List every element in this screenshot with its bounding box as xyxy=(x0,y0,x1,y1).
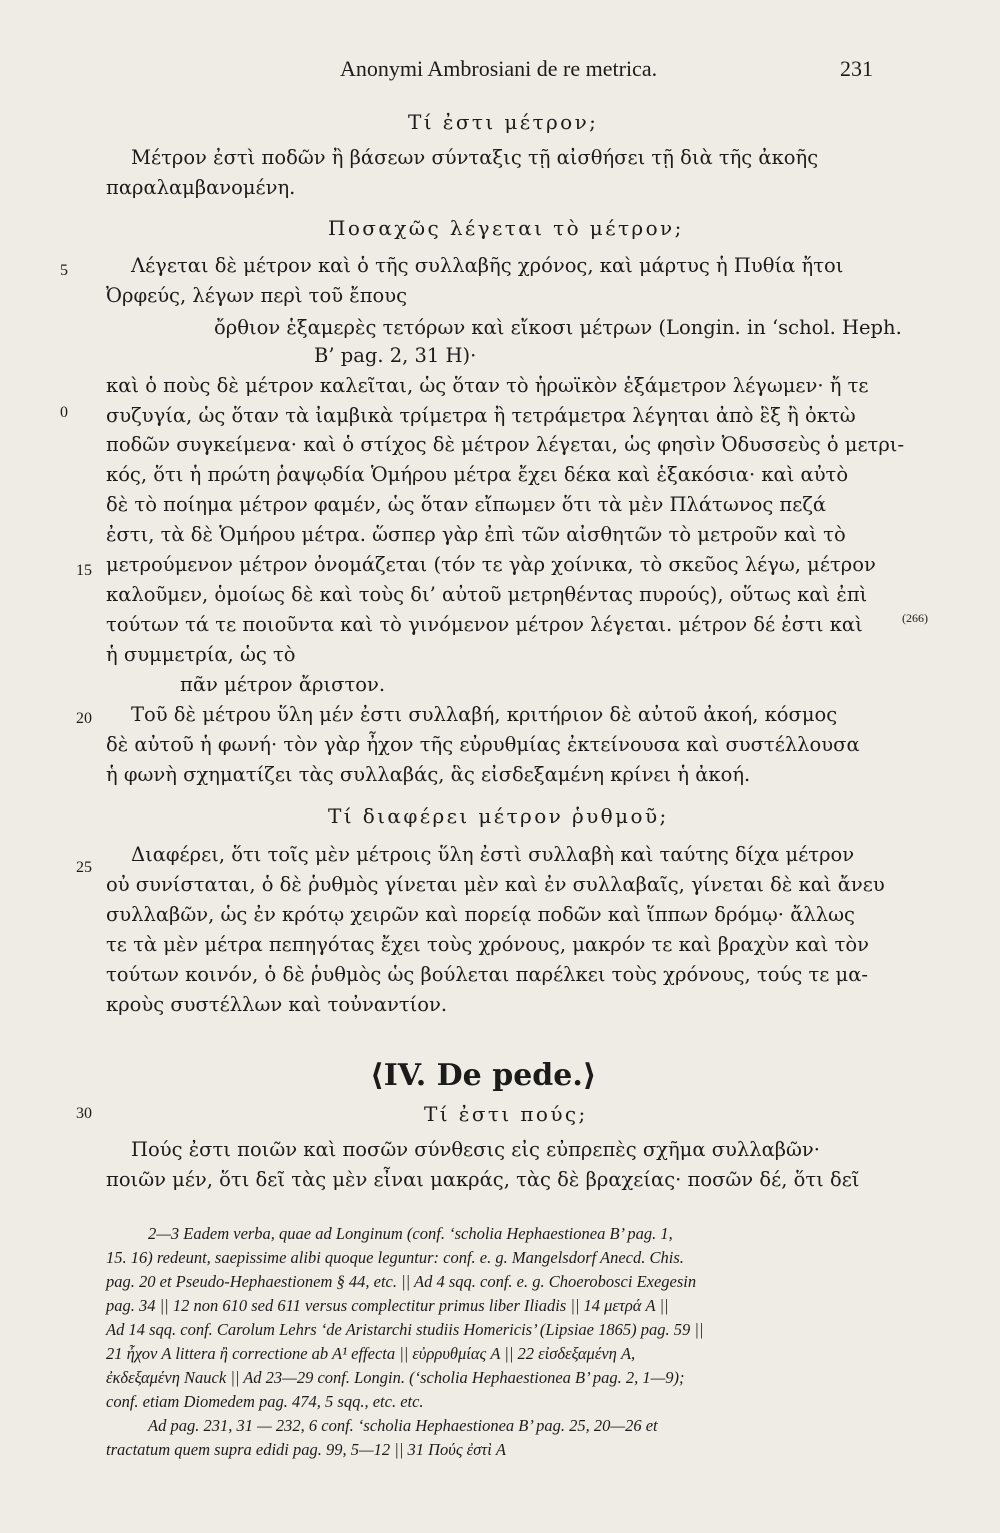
text-line: ποδῶν συγκείμενα· καὶ ὁ στίχος δὲ μέτρον λέγεται, ὡς φησὶν Ὀδυσσεὺς ὁ μετρι- xyxy=(106,433,905,456)
line-number: 25 xyxy=(76,859,92,876)
line-number: 30 xyxy=(76,1105,92,1122)
text-line: Λέγεται δὲ μέτρον καὶ ὁ τῆς συλλαβῆς χρόνος, καὶ μάρτυς ἡ Πυθία ἤτοι xyxy=(131,254,844,277)
section-heading: ⟨IV. De pede.⟩ xyxy=(370,1058,597,1093)
margin-page-ref: (266) xyxy=(902,611,928,625)
line-number: 20 xyxy=(76,710,92,727)
footnote-line: pag. 34 || 12 non 610 sed 611 versus complectitur primus liber Iliadis || 14 μετρά A || xyxy=(106,1296,669,1315)
text-line: καὶ ὁ ποὺς δὲ μέτρον καλεῖται, ὡς ὅταν τὸ ἡρωϊκὸν ἑξάμετρον λέγωμεν· ἤ τε xyxy=(106,374,869,397)
footnote-line: 15. 16) redeunt, saepissime alibi quoque leguntur: conf. e. g. Mangelsdorf Anecd. Chis. xyxy=(106,1248,684,1267)
text-line: Πούς ἐστι ποιῶν καὶ ποσῶν σύνθεσις εἰς εὐπρεπὲς σχῆμα συλλαβῶν· xyxy=(131,1138,820,1161)
line-number: 5 xyxy=(60,262,68,279)
text-line: Τοῦ δὲ μέτρου ὕλη μέν ἐστι συλλαβή, κριτήριον δὲ αὐτοῦ ἀκοή, κόσμος xyxy=(131,703,838,726)
text-line: δὲ τὸ ποίημα μέτρον φαμέν, ὡς ὅταν εἴπωμεν ὅτι τὰ μὲν Πλάτωνος πεζά xyxy=(106,493,827,516)
text-line: τούτων κοινόν, ὁ δὲ ῥυθμὸς ὡς βούλεται παρέλκει τοὺς χρόνους, τούς τε μα- xyxy=(106,963,868,986)
text-line: συλλαβῶν, ὡς ἐν κρότῳ χειρῶν καὶ πορείᾳ ποδῶν καὶ ἵππων δρόμῳ· ἄλλως xyxy=(106,903,855,926)
text-line: τούτων τά τε ποιοῦντα καὶ τὸ γινόμενον μέτρον λέγεται. μέτρον δέ ἐστι καὶ xyxy=(106,613,863,636)
text-line: τε τὰ μὲν μέτρα πεπηγότας ἔχει τοὺς χρόνους, μακρόν τε καὶ βραχὺν καὶ τὸν xyxy=(106,933,870,956)
heading-ti-esti-metron: Τί ἐστι μέτρον; xyxy=(408,110,599,134)
text-line: ἡ συμμετρία, ὡς τὸ xyxy=(106,643,296,666)
footnote-line: conf. etiam Diomedem pag. 474, 5 sqq., etc. etc. xyxy=(106,1392,424,1411)
running-header-title: Anonymi Ambrosiani de re metrica. xyxy=(340,56,658,81)
text-line: κός, ὅτι ἡ πρώτη ῥαψῳδία Ὁμήρου μέτρα ἔχει δέκα καὶ ἑξακόσια· καὶ αὐτὸ xyxy=(106,463,849,486)
text-line: οὐ συνίσταται, ὁ δὲ ῥυθμὸς γίνεται μὲν καὶ ἐν συλλαβαῖς, γίνεται δὲ καὶ ἄνευ xyxy=(106,873,885,896)
text-line: ποιῶν μέν, ὅτι δεῖ τὰς μὲν εἶναι μακράς, τὰς δὲ βραχείας· ποσῶν δέ, ὅτι δεῖ xyxy=(106,1168,860,1191)
text-line: συζυγία, ὡς ὅταν τὰ ἰαμβικὰ τρίμετρα ἢ τετράμετρα λέγηται ἀπὸ ἓξ ἢ ὀκτὼ xyxy=(106,404,856,427)
text-line: παραλαμβανομένη. xyxy=(106,176,296,199)
text-line: καλοῦμεν, ὁμοίως δὲ καὶ τοὺς δι’ αὐτοῦ μετρηθέντας πυρούς), οὕτως καὶ ἐπὶ xyxy=(106,583,868,606)
quote-line: πᾶν μέτρον ἄριστον. xyxy=(180,673,386,696)
heading-posachos: Ποσαχῶς λέγεται τὸ μέτρον; xyxy=(328,216,684,240)
footnote-line: 2—3 Eadem verba, quae ad Longinum (conf. ‘scholia Hephaestionea B’ pag. 1, xyxy=(148,1224,673,1243)
footnote-line: pag. 20 et Pseudo-Hephaestionem § 44, etc. || Ad 4 sqq. conf. e. g. Choerobosci Exegesin xyxy=(106,1272,697,1291)
text-line: κροὺς συστέλλων καὶ τοὐναντίον. xyxy=(106,993,448,1016)
text-line: ἐστι, τὰ δὲ Ὁμήρου μέτρα. ὥσπερ γὰρ ἐπὶ τῶν αἰσθητῶν τὸ μετροῦν καὶ τὸ xyxy=(106,523,846,546)
footnote-line: tractatum quem supra edidi pag. 99, 5—12 || 31 Πούς ἐστὶ A xyxy=(106,1440,506,1459)
footnote-line: Ad pag. 231, 31 — 232, 6 conf. ‘scholia Hephaestionea B’ pag. 25, 20—26 et xyxy=(148,1416,658,1435)
heading-ti-esti-pous: Τί ἐστι πούς; xyxy=(424,1102,588,1126)
page-number: 231 xyxy=(840,56,873,81)
text-line: δὲ αὐτοῦ ἡ φωνή· τὸν γὰρ ἦχον τῆς εὐρυθμίας ἐκτείνουσα καὶ συστέλλουσα xyxy=(106,733,860,756)
footnote-line: Ad 14 sqq. conf. Carolum Lehrs ‘de Aristarchi studiis Homericis’ (Lipsiae 1865) pag. 59 || xyxy=(106,1320,704,1339)
line-number: 0 xyxy=(60,404,68,421)
quote-line: ὄρθιον ἑξαμερὲς τετόρων καὶ εἴκοσι μέτρων (Longin. in ‘schol. Heph. xyxy=(214,316,902,339)
line-number: 15 xyxy=(76,562,92,579)
footnote-line: 21 ἦχον A littera ἢ correctione ab A¹ effecta || εὐρρυθμίας A || 22 εἰσδεξαμένη A, xyxy=(106,1344,636,1363)
text-line: μετρούμενον μέτρον ὀνομάζεται (τόν τε γὰρ χοίνικα, τὸ σκεῦος λέγω, μέτρον xyxy=(106,553,876,576)
text-line: Μέτρον ἐστὶ ποδῶν ἢ βάσεων σύνταξις τῇ αἰσθήσει τῇ διὰ τῆς ἀκοῆς xyxy=(131,146,819,169)
text-line: Διαφέρει, ὅτι τοῖς μὲν μέτροις ὕλη ἐστὶ συλλαβὴ καὶ ταύτης δίχα μέτρον xyxy=(131,843,855,866)
text-line: Ὀρφεύς, λέγων περὶ τοῦ ἔπους xyxy=(106,284,408,307)
quote-line: B’ pag. 2, 31 H)· xyxy=(314,344,477,367)
text-line: ἡ φωνὴ σχηματίζει τὰς συλλαβάς, ἃς εἰσδεξαμένη κρίνει ἡ ἀκοή. xyxy=(106,763,751,786)
footnote-line: ἐκδεξαμένη Nauck || Ad 23—29 conf. Longin. (‘scholia Hephaestionea B’ pag. 2, 1—9); xyxy=(106,1368,685,1387)
heading-diapherei: Τί διαφέρει μέτρον ῥυθμοῦ; xyxy=(328,804,669,828)
